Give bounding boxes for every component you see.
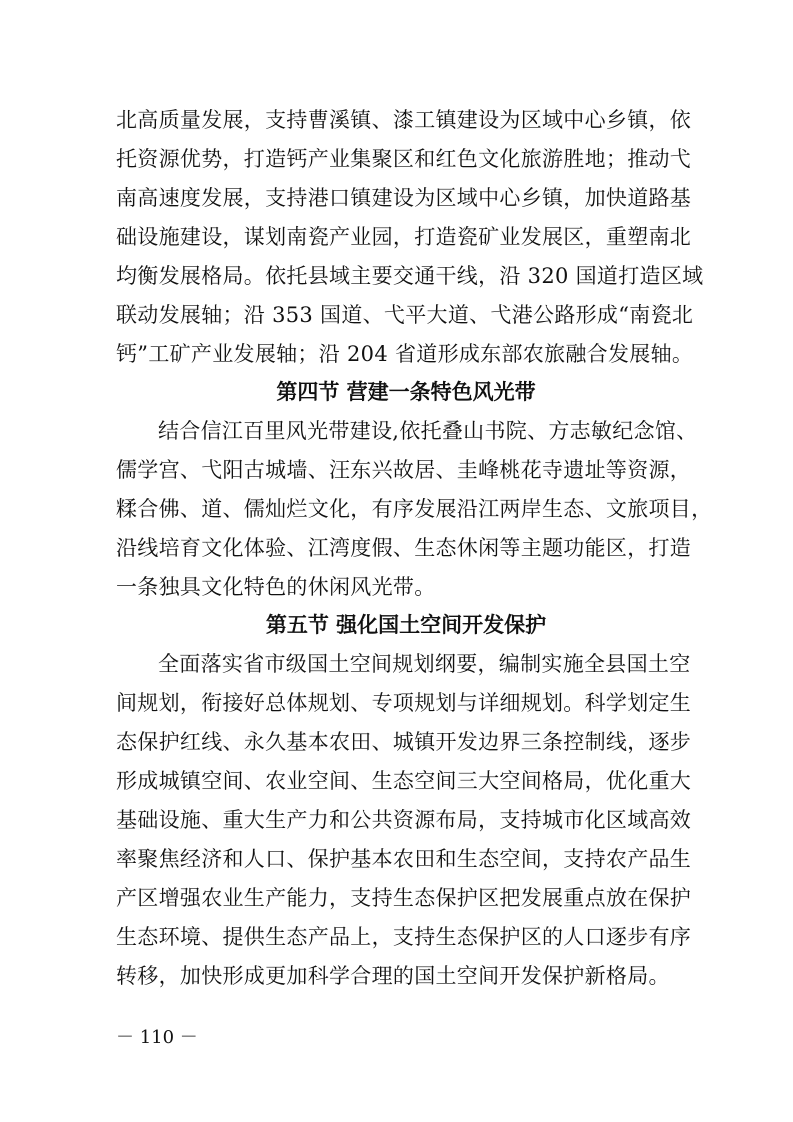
section-5-line-6: 率聚焦经济和人口、保护基本农田和生态空间，支持农产品生 xyxy=(116,847,692,871)
section-5-line-1: 全面落实省市级国土空间规划纲要，编制实施全县国土空 xyxy=(158,652,691,676)
intro-line-5: 均衡发展格局。依托县域主要交通干线，沿 320 国道打造区域 xyxy=(116,264,704,288)
section-5-line-8: 生态环境、提供生态产品上，支持生态保护区的人口逐步有序 xyxy=(116,925,692,949)
section-4-line-2: 儒学宫、弋阳古城墙、汪东兴故居、圭峰桃花寺遗址等资源， xyxy=(116,458,692,482)
intro-line-4: 础设施建设，谋划南瓷产业园，打造瓷矿业发展区，重塑南北 xyxy=(116,225,692,249)
intro-line-6: 联动发展轴；沿 353 国道、弋平大道、弋港公路形成“南瓷北 xyxy=(116,303,694,327)
section-4-line-4: 沿线培育文化体验、江湾度假、生态休闲等主题功能区，打造 xyxy=(116,536,692,560)
section-4-line-1: 结合信江百里风光带建设,依托叠山书院、方志敏纪念馆、 xyxy=(158,419,698,443)
section-5-line-3: 态保护红线、永久基本农田、城镇开发边界三条控制线，逐步 xyxy=(116,730,692,754)
section-5-line-2: 间规划，衔接好总体规划、专项规划与详细规划。科学划定生 xyxy=(116,691,692,715)
section-5-line-9: 转移，加快形成更加科学合理的国土空间开发保护新格局。 xyxy=(116,964,670,988)
intro-line-7: 钙”工矿产业发展轴；沿 204 省道形成东部农旅融合发展轴。 xyxy=(116,342,694,366)
intro-line-3: 南高速度发展，支持港口镇建设为区域中心乡镇，加快道路基 xyxy=(116,186,692,210)
page-number: － 110 － xyxy=(116,1027,198,1048)
section-4-line-5: 一条独具文化特色的休闲风光带。 xyxy=(116,575,436,599)
section-5-line-7: 产区增强农业生产能力，支持生态保护区把发展重点放在保护 xyxy=(116,886,692,910)
section-4-heading: 第四节 营建一条特色风光带 xyxy=(276,379,536,404)
intro-line-1: 北高质量发展，支持曹溪镇、漆工镇建设为区域中心乡镇，依 xyxy=(116,108,692,132)
section-5-heading: 第五节 强化国土空间开发保护 xyxy=(265,612,547,637)
section-4-line-3: 糅合佛、道、儒灿烂文化，有序发展沿江两岸生态、文旅项目， xyxy=(116,497,713,521)
section-5-line-5: 基础设施、重大生产力和公共资源布局，支持城市化区域高效 xyxy=(116,808,692,832)
intro-line-2: 托资源优势，打造钙产业集聚区和红色文化旅游胜地；推动弋 xyxy=(116,147,692,171)
section-5-line-4: 形成城镇空间、农业空间、生态空间三大空间格局，优化重大 xyxy=(116,769,692,793)
